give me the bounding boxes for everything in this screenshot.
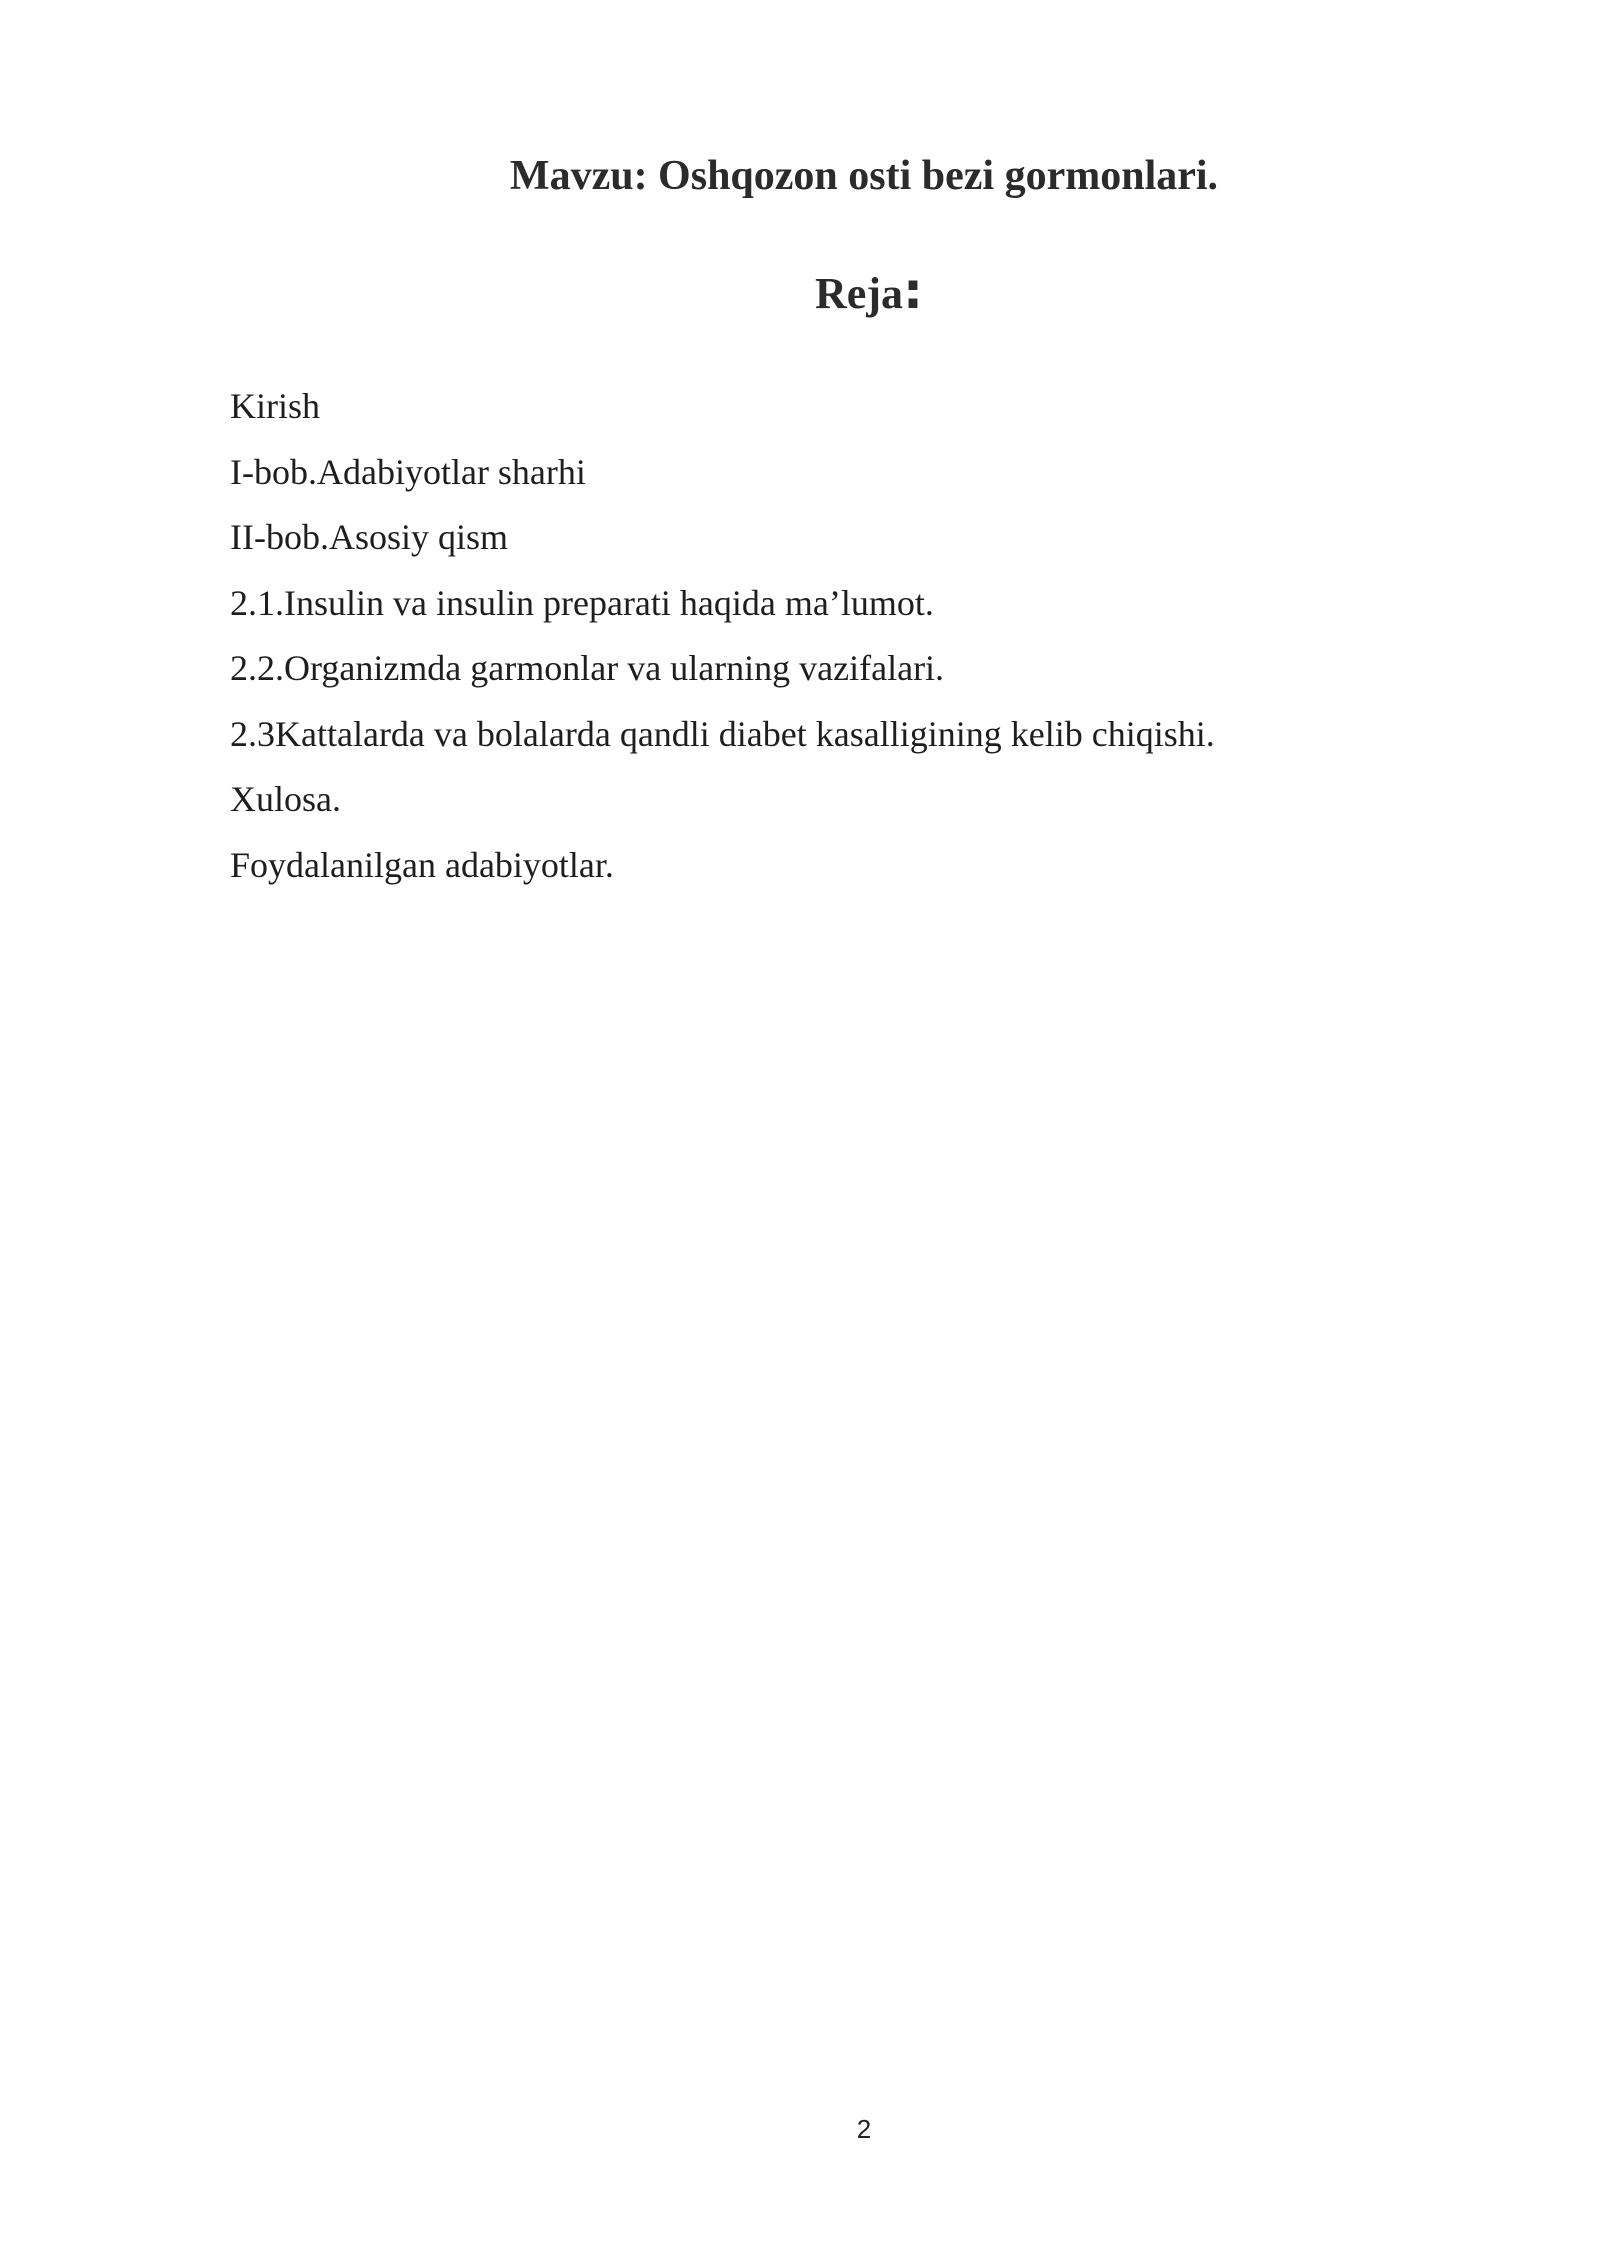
plan-item-introduction: Kirish	[230, 386, 320, 426]
plan-heading-text: Reja	[815, 269, 903, 318]
plan-item-chapter-1: I-bob.Adabiyotlar sharhi	[230, 451, 586, 492]
plan-item-section-2-1: 2.1.Insulin va insulin preparati haqida ma’lumot.	[230, 582, 934, 623]
plan-item-section-2-2: 2.2.Organizmda garmonlar va ularning vazifalari.	[230, 648, 945, 688]
page-number: 2	[856, 2114, 872, 2144]
plan-item-conclusion: Xulosa.	[230, 779, 341, 819]
plan-item-references: Foydalanilgan adabiyotlar.	[230, 844, 614, 885]
plan-list	[230, 374, 1215, 898]
plan-heading	[0, 262, 1600, 323]
plan-item-section-2-3: 2.3Kattalarda va bolalarda qandli diabet kasalligining kelib chiqishi.	[230, 713, 1215, 754]
plan-item-chapter-2: II-bob.Asosiy qism	[230, 517, 508, 557]
plan-heading-colon: :	[902, 262, 923, 320]
document-title: Mavzu: Oshqozon osti bezi gormonlari.	[509, 153, 1219, 199]
